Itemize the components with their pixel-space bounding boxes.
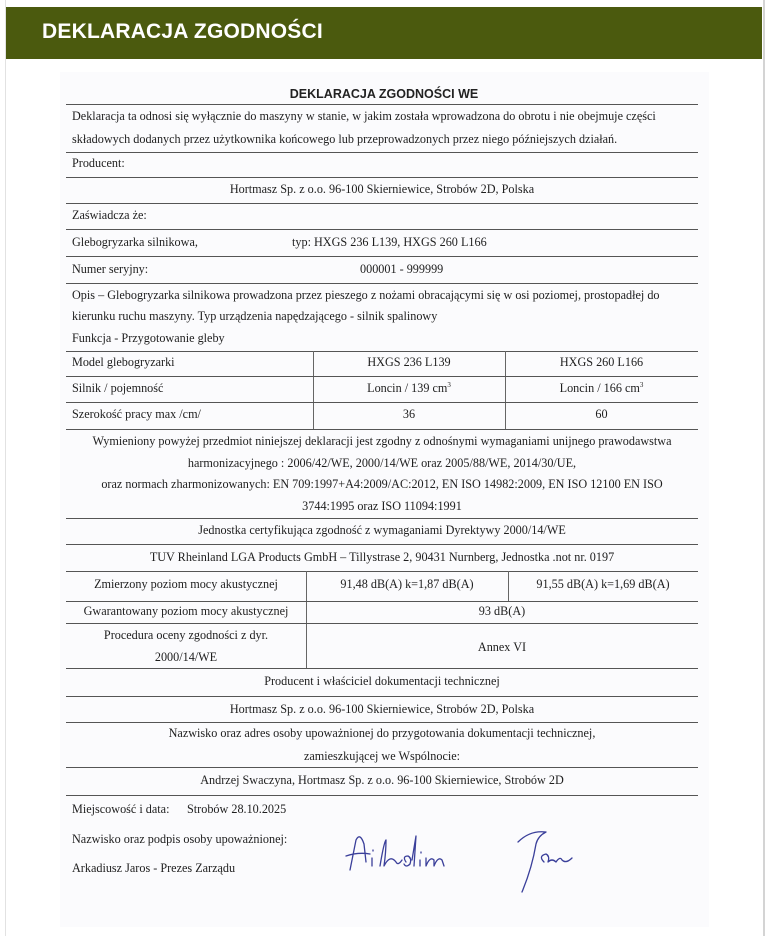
compliance-line-1: Wymieniony powyżej przedmiot niniejszej deklaracji jest zgodny z odnośnymi wymaganiami unijnego prawodawstwa: [92, 434, 672, 448]
producer-value: Hortmasz Sp. z o.o. 96-100 Skierniewice, Strobów 2D, Polska: [229, 182, 535, 196]
spec-cell: HXGS 260 L166: [559, 355, 644, 369]
spec-cell: 60: [595, 407, 608, 421]
measured-value-2: 91,55 dB(A) k=1,69 dB(A): [536, 577, 670, 591]
spec-cell: [505, 381, 698, 396]
guaranteed-label: Gwarantowany poziom mocy akustycznej: [83, 604, 289, 618]
divider: [66, 429, 698, 430]
handwritten-signature: [340, 822, 600, 902]
cert-body-value: TUV Rheinland LGA Products GmbH – Tillystrase 2, 90431 Nurnberg, Jednostka .not nr. 0197: [149, 550, 615, 564]
serial-value: 000001 - 999999: [360, 262, 444, 276]
divider: [66, 544, 698, 545]
guaranteed-value: 93 dB(A): [478, 604, 526, 618]
spec-cell: [313, 381, 505, 396]
authorized-label-line-2: zamieszkującej we Wspólnocie:: [303, 749, 461, 763]
intro-line-1: Deklaracja ta odnosi się wyłącznie do maszyny w stanie, w jakim została wprowadzona do obrotu i nie obejmuje części: [72, 109, 656, 123]
page-title: DEKLARACJA ZGODNOŚCI: [42, 20, 323, 43]
procedure-label-line-1: Procedura oceny zgodności z dyr.: [103, 628, 269, 642]
description-line-2: kierunku ruchu maszyny. Typ urządzenia napędzającego - silnik spalinowy: [72, 309, 438, 323]
divider: [66, 351, 698, 352]
procedure-label-line-2: 2000/14/WE: [154, 650, 218, 664]
divider: [66, 152, 698, 153]
tech-doc-label: Producent i właściciel dokumentacji technicznej: [264, 674, 500, 688]
divider: [66, 104, 698, 105]
spec-cell-text: Loncin / 139 cm: [367, 381, 448, 396]
tech-doc-value: Hortmasz Sp. z o.o. 96-100 Skierniewice, Strobów 2D, Polska: [229, 702, 535, 716]
divider: [66, 767, 698, 768]
place-date-label: Miejscowość i data:: [72, 802, 170, 816]
authorized-value: Andrzej Swaczyna, Hortmasz Sp. z o.o. 96-100 Skierniewice, Strobów 2D: [200, 773, 564, 787]
machine-type: typ: HXGS 236 L139, HXGS 260 L166: [292, 235, 487, 249]
divider: [66, 696, 698, 697]
divider: [66, 623, 698, 624]
divider: [66, 722, 698, 723]
divider: [66, 177, 698, 178]
divider: [66, 283, 698, 284]
description-line-1: Opis – Glebogryzarka silnikowa prowadzona przez pieszego z nożami obracającymi się w osi poziomej, prostopadłej do: [72, 288, 660, 302]
measured-label: Zmierzony poziom mocy akustycznej: [94, 577, 278, 591]
divider: [66, 601, 698, 602]
header-banner: [6, 7, 762, 59]
machine-label: Glebogryzarka silnikowa,: [72, 235, 198, 249]
certifies-label: Zaświadcza że:: [72, 208, 147, 222]
signatory-name: Arkadiusz Jaros - Prezes Zarządu: [72, 861, 236, 875]
procedure-value: Annex VI: [477, 640, 527, 654]
divider: [66, 571, 698, 572]
compliance-line-3: oraz normach zharmonizowanych: EN 709:1997+A4:2009/AC:2012, EN ISO 14982:2009, EN ISO 12100 EN ISO: [101, 477, 663, 491]
divider: [66, 203, 698, 204]
divider: [66, 668, 698, 669]
divider: [66, 256, 698, 257]
divider: [66, 518, 698, 519]
serial-label: Numer seryjny:: [72, 262, 149, 276]
function-text: Funkcja - Przygotowanie gleby: [72, 331, 225, 345]
place-date-value: Strobów 28.10.2025: [187, 802, 287, 816]
compliance-line-2: harmonizacyjnego : 2006/42/WE, 2000/14/WE oraz 2005/88/WE, 2014/30/UE,: [187, 456, 577, 470]
cert-body-label: Jednostka certyfikująca zgodność z wymaganiami Dyrektywy 2000/14/WE: [198, 523, 566, 537]
signatory-label: Nazwisko oraz podpis osoby upoważnionej:: [72, 832, 288, 846]
spec-row-label: Silnik / pojemność: [72, 381, 164, 395]
spec-cell: HXGS 236 L139: [367, 355, 451, 369]
spec-row-label: Szerokość pracy max /cm/: [72, 407, 201, 421]
intro-line-2: składowych dodanych przez użytkownika końcowego lub przeprowadzonych przez niego późniejszych działań.: [72, 132, 618, 146]
superscript: 3: [639, 381, 644, 389]
document-title: DEKLARACJA ZGODNOŚCI WE: [289, 87, 479, 101]
producer-label: Producent:: [72, 156, 125, 170]
divider: [66, 402, 698, 403]
divider: [66, 795, 698, 796]
superscript: 3: [447, 381, 451, 389]
compliance-line-4: 3744:1995 oraz ISO 11094:1991: [302, 499, 462, 513]
divider: [66, 376, 698, 377]
measured-value-1: 91,48 dB(A) k=1,87 dB(A): [340, 577, 474, 591]
spec-cell: 36: [402, 407, 416, 421]
spec-cell-text: Loncin / 166 cm: [559, 381, 640, 396]
divider: [66, 229, 698, 230]
authorized-label-line-1: Nazwisko oraz adres osoby upoważnionej do przygotowania dokumentacji technicznej,: [168, 726, 596, 740]
spec-row-label: Model glebogryzarki: [72, 355, 175, 369]
